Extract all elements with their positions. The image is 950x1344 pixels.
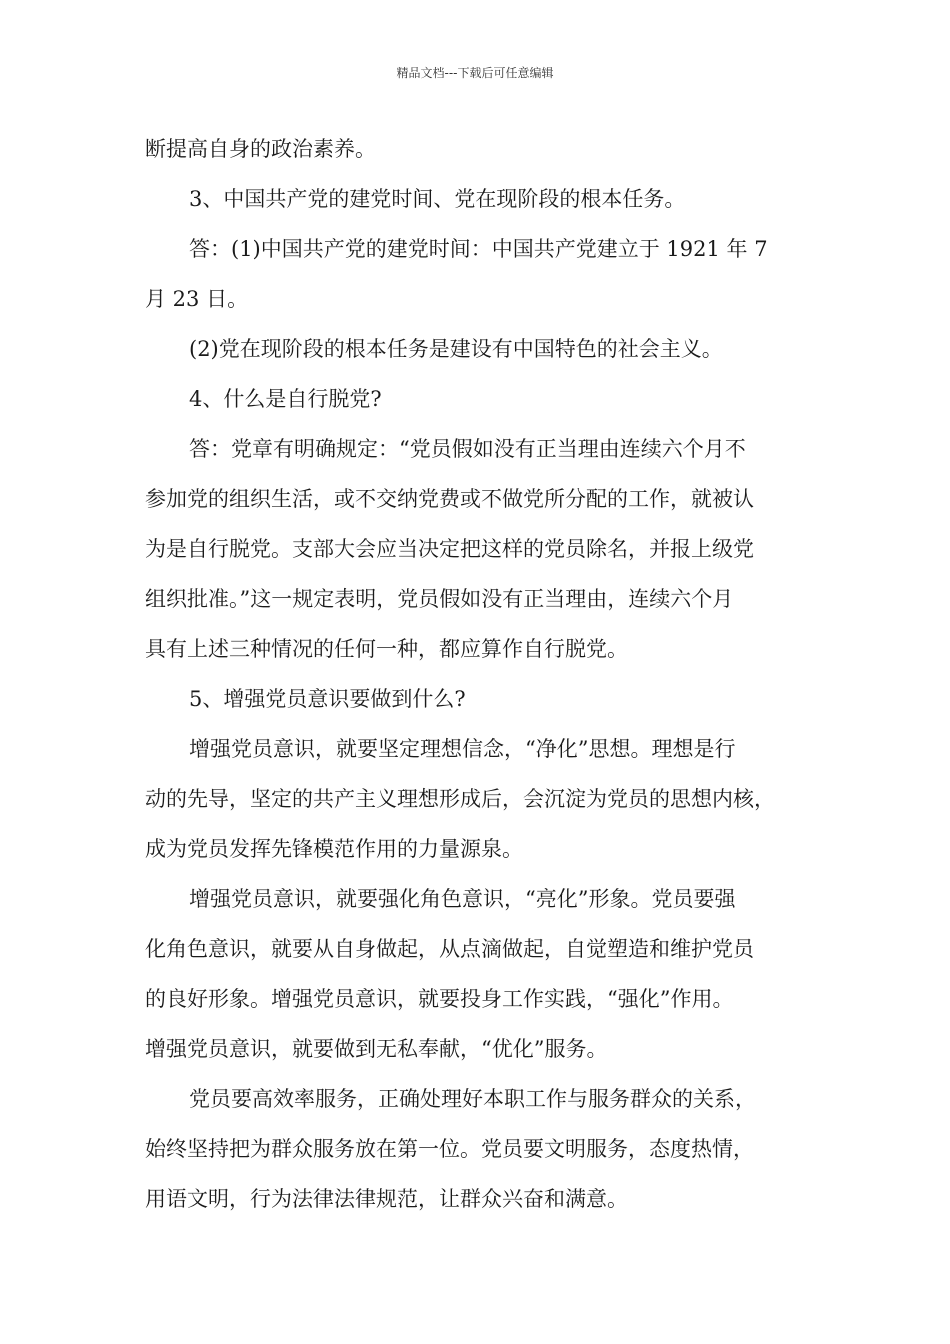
paragraph-start: 党员要高效率服务，正确处理好本职工作与服务群众的关系， (189, 1087, 756, 1111)
page-header: 精品文档---下载后可任意编辑 (396, 66, 554, 80)
question-3: 3、中国共产党的建党时间、党在现阶段的根本任务。 (189, 187, 686, 211)
question-4: 4、什么是自行脱党? (189, 387, 382, 411)
text-line: 的良好形象。增强党员意识，就要投身工作实践，“强化”作用。 (145, 987, 734, 1011)
text-line: 动的先导，坚定的共产主义理想形成后，会沉淀为党员的思想内核， (145, 787, 775, 811)
text-line: 月 23 日。 (145, 287, 249, 311)
text-line: 参加党的组织生活，或不交纳党费或不做党所分配的工作，就被认 (145, 487, 754, 511)
text-line: 化角色意识，就要从自身做起，从点滴做起，自觉塑造和维护党员 (145, 937, 754, 961)
answer-4: 答：党章有明确规定：“党员假如没有正当理由连续六个月不 (189, 437, 746, 461)
text-line: 始终坚持把为群众服务放在第一位。党员要文明服务，态度热情， (145, 1137, 754, 1161)
text-line: 为是自行脱党。支部大会应当决定把这样的党员除名，并报上级党 (145, 537, 754, 561)
text-line: 具有上述三种情况的任何一种，都应算作自行脱党。 (145, 637, 628, 661)
answer-3-part-1: 答：(1)中国共产党的建党时间：中国共产党建立于 1921 年 7 (189, 237, 768, 261)
text-line: 用语文明，行为法律法律规范，让群众兴奋和满意。 (145, 1187, 628, 1211)
text-line: 成为党员发挥先锋模范作用的力量源泉。 (145, 837, 523, 861)
question-5: 5、增强党员意识要做到什么? (189, 687, 466, 711)
document-body (145, 124, 810, 1224)
text-line: 组织批准。”这一规定表明，党员假如没有正当理由，连续六个月 (145, 587, 734, 611)
text-line: 增强党员意识，就要做到无私奉献，“优化”服务。 (145, 1037, 608, 1061)
paragraph-start: 增强党员意识，就要强化角色意识，“亮化”形象。党员要强 (189, 887, 736, 911)
answer-3-part-2: (2)党在现阶段的根本任务是建设有中国特色的社会主义。 (189, 337, 723, 361)
text-line: 断提高自身的政治素养。 (145, 137, 376, 161)
paragraph-start: 增强党员意识，就要坚定理想信念，“净化”思想。理想是行 (189, 737, 736, 761)
